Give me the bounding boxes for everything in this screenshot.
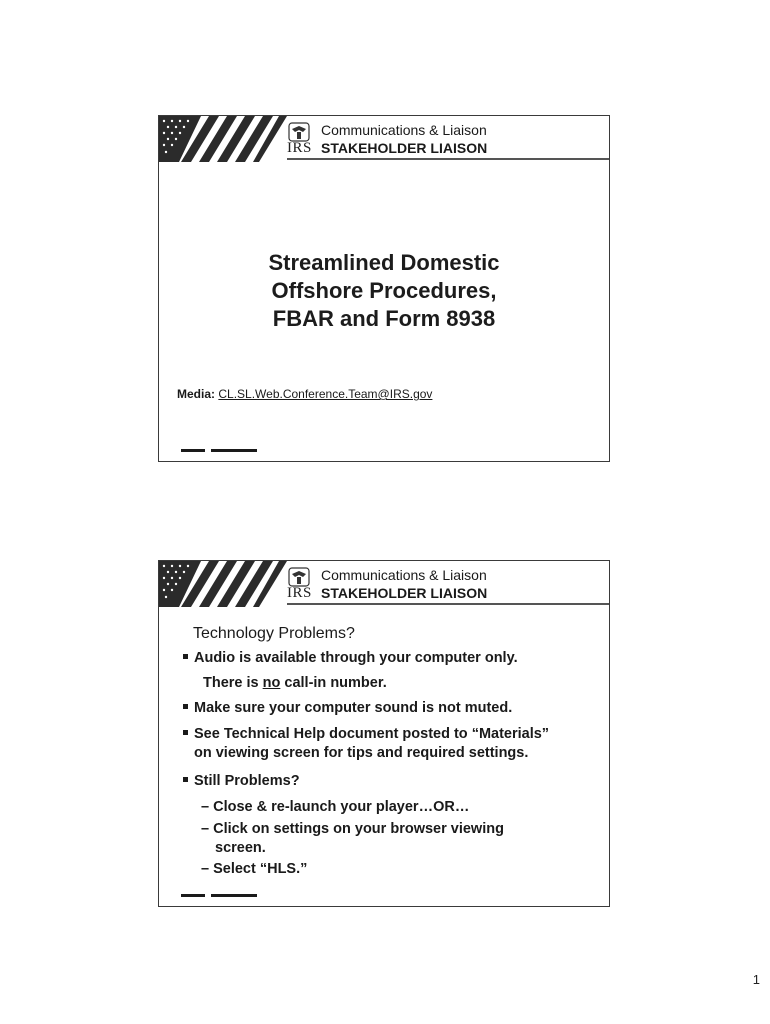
footer-dash xyxy=(181,449,205,452)
title-line: FBAR and Form 8938 xyxy=(272,306,496,331)
bullet-text: Still Problems? xyxy=(194,773,300,789)
flag-stripes-graphic xyxy=(159,116,287,162)
sub-bullet-item: – Select “HLS.” xyxy=(201,861,308,877)
bullet-square-icon xyxy=(183,777,188,782)
flag-stripes-graphic xyxy=(159,561,287,607)
title-line: Streamlined Domestic xyxy=(268,250,500,275)
slide-heading: Technology Problems? xyxy=(193,625,355,642)
bullet-text: There is xyxy=(203,675,263,691)
sub-bullet-item: – Close & re-launch your player…OR… xyxy=(201,799,470,815)
header-rule xyxy=(287,158,609,160)
bullet-text: call-in number. xyxy=(280,675,387,691)
emphasis-text: no xyxy=(262,675,281,691)
bullet-item xyxy=(183,772,300,791)
sub-bullet-item: – Click on settings on your browser viewing xyxy=(201,821,504,837)
footer-dash xyxy=(211,449,257,452)
bullet-square-icon xyxy=(183,730,188,735)
bullet-continuation xyxy=(203,674,387,693)
bullet-item xyxy=(183,699,512,718)
org-name: Communications & Liaison xyxy=(321,567,487,583)
org-division: STAKEHOLDER LIAISON xyxy=(321,585,488,601)
media-label: Media: xyxy=(177,387,216,401)
bullet-square-icon xyxy=(183,654,188,659)
slide-banner xyxy=(159,116,609,164)
media-email-link[interactable]: CL.SL.Web.Conference.Team@IRS.gov xyxy=(218,387,433,401)
footer-dash xyxy=(211,894,257,897)
sub-bullet-continuation: screen. xyxy=(215,840,266,856)
bullet-square-icon xyxy=(183,704,188,709)
irs-wordmark: IRS xyxy=(287,585,312,601)
slide-2 xyxy=(158,560,610,907)
slide-title xyxy=(159,249,609,333)
bullet-item xyxy=(183,725,549,744)
footer-dash xyxy=(181,894,205,897)
bullet-text: See Technical Help document posted to “Materials” xyxy=(194,726,550,742)
slide-banner xyxy=(159,561,609,609)
bullet-item xyxy=(183,649,518,668)
slide-1 xyxy=(158,115,610,462)
title-line: Offshore Procedures, xyxy=(271,278,497,303)
org-name: Communications & Liaison xyxy=(321,122,487,138)
org-division: STAKEHOLDER LIAISON xyxy=(321,140,488,156)
header-rule xyxy=(287,603,609,605)
page-number: 1 xyxy=(752,972,760,987)
irs-wordmark: IRS xyxy=(287,140,312,156)
bullet-text: Make sure your computer sound is not muted. xyxy=(194,700,513,716)
bullet-text: Audio is available through your computer only. xyxy=(194,650,518,666)
media-contact xyxy=(177,387,432,401)
bullet-continuation: on viewing screen for tips and required settings. xyxy=(194,745,529,761)
